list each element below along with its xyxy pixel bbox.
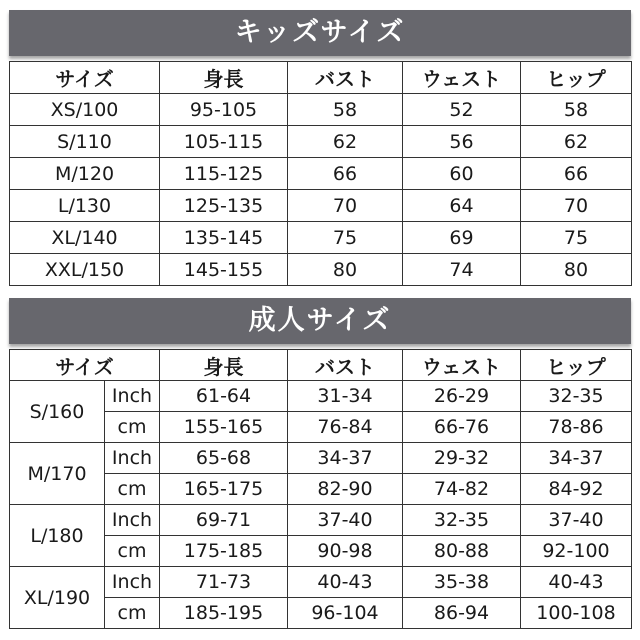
- table-row: [10, 443, 632, 474]
- adult-header-bust: バスト: [288, 350, 403, 381]
- table-cell: 135-145: [160, 222, 288, 254]
- table-cell: 58: [288, 94, 403, 126]
- unit-label: Inch: [105, 505, 160, 536]
- table-cell: 62: [521, 126, 632, 158]
- table-cell: 66: [521, 158, 632, 190]
- table-cell: 29-32: [403, 443, 521, 474]
- table-cell: 66-76: [403, 412, 521, 443]
- table-cell: 62: [288, 126, 403, 158]
- table-row: [10, 567, 632, 598]
- table-cell: M/120: [10, 158, 160, 190]
- table-cell: 75: [288, 222, 403, 254]
- adult-size-title: 成人サイズ: [9, 298, 631, 344]
- table-cell: 37-40: [521, 505, 632, 536]
- table-cell: 61-64: [160, 381, 288, 412]
- size-label: S/160: [10, 381, 105, 443]
- table-cell: 70: [288, 190, 403, 222]
- table-cell: 40-43: [521, 567, 632, 598]
- size-label: XL/190: [10, 567, 105, 629]
- kids-header-hip: ヒップ: [521, 62, 632, 94]
- table-cell: 80-88: [403, 536, 521, 567]
- kids-table-body: [10, 94, 632, 286]
- unit-label: Inch: [105, 567, 160, 598]
- table-row: [10, 505, 632, 536]
- table-cell: 86-94: [403, 598, 521, 629]
- table-row: [10, 381, 632, 412]
- table-cell: 75: [521, 222, 632, 254]
- kids-size-section: [9, 10, 631, 286]
- adult-table-body: [10, 381, 632, 629]
- table-cell: 82-90: [288, 474, 403, 505]
- table-cell: 125-135: [160, 190, 288, 222]
- table-cell: 71-73: [160, 567, 288, 598]
- table-cell: 145-155: [160, 254, 288, 286]
- unit-label: Inch: [105, 443, 160, 474]
- table-cell: 56: [403, 126, 521, 158]
- table-cell: 31-34: [288, 381, 403, 412]
- adult-header-row: [10, 350, 632, 381]
- kids-header-bust: バスト: [288, 62, 403, 94]
- table-cell: 185-195: [160, 598, 288, 629]
- table-cell: 32-35: [521, 381, 632, 412]
- table-cell: 37-40: [288, 505, 403, 536]
- table-cell: 84-92: [521, 474, 632, 505]
- table-cell: 80: [521, 254, 632, 286]
- table-cell: 74: [403, 254, 521, 286]
- table-cell: L/130: [10, 190, 160, 222]
- table-cell: 155-165: [160, 412, 288, 443]
- table-cell: 58: [521, 94, 632, 126]
- kids-header-row: [10, 62, 632, 94]
- table-row: [10, 190, 632, 222]
- table-cell: 64: [403, 190, 521, 222]
- table-cell: 165-175: [160, 474, 288, 505]
- table-cell: 69-71: [160, 505, 288, 536]
- unit-label: cm: [105, 598, 160, 629]
- table-row: [10, 222, 632, 254]
- unit-label: cm: [105, 474, 160, 505]
- adult-size-section: [9, 298, 631, 629]
- size-label: L/180: [10, 505, 105, 567]
- table-cell: 92-100: [521, 536, 632, 567]
- kids-header-height: 身長: [160, 62, 288, 94]
- table-cell: 34-37: [521, 443, 632, 474]
- table-cell: 32-35: [403, 505, 521, 536]
- table-cell: 90-98: [288, 536, 403, 567]
- table-cell: 78-86: [521, 412, 632, 443]
- unit-label: cm: [105, 536, 160, 567]
- kids-size-title: キッズサイズ: [9, 10, 631, 56]
- table-cell: 175-185: [160, 536, 288, 567]
- adult-header-height: 身長: [160, 350, 288, 381]
- unit-label: cm: [105, 412, 160, 443]
- adult-header-waist: ウェスト: [403, 350, 521, 381]
- table-cell: 40-43: [288, 567, 403, 598]
- table-cell: 66: [288, 158, 403, 190]
- table-cell: XS/100: [10, 94, 160, 126]
- table-cell: 35-38: [403, 567, 521, 598]
- table-cell: 65-68: [160, 443, 288, 474]
- table-cell: 26-29: [403, 381, 521, 412]
- adult-header-size: サイズ: [10, 350, 160, 381]
- kids-size-table: [9, 61, 632, 286]
- table-cell: 95-105: [160, 94, 288, 126]
- table-cell: 80: [288, 254, 403, 286]
- size-label: M/170: [10, 443, 105, 505]
- table-row: [10, 158, 632, 190]
- table-cell: 74-82: [403, 474, 521, 505]
- adult-size-table: [9, 349, 632, 629]
- table-cell: S/110: [10, 126, 160, 158]
- table-cell: 70: [521, 190, 632, 222]
- table-row: [10, 126, 632, 158]
- table-cell: XXL/150: [10, 254, 160, 286]
- table-cell: 34-37: [288, 443, 403, 474]
- table-cell: 100-108: [521, 598, 632, 629]
- table-cell: 115-125: [160, 158, 288, 190]
- table-row: [10, 254, 632, 286]
- table-cell: 52: [403, 94, 521, 126]
- unit-label: Inch: [105, 381, 160, 412]
- adult-header-hip: ヒップ: [521, 350, 632, 381]
- kids-header-size: サイズ: [10, 62, 160, 94]
- table-cell: XL/140: [10, 222, 160, 254]
- table-cell: 69: [403, 222, 521, 254]
- table-cell: 76-84: [288, 412, 403, 443]
- table-cell: 105-115: [160, 126, 288, 158]
- table-cell: 96-104: [288, 598, 403, 629]
- kids-header-waist: ウェスト: [403, 62, 521, 94]
- table-cell: 60: [403, 158, 521, 190]
- table-row: [10, 94, 632, 126]
